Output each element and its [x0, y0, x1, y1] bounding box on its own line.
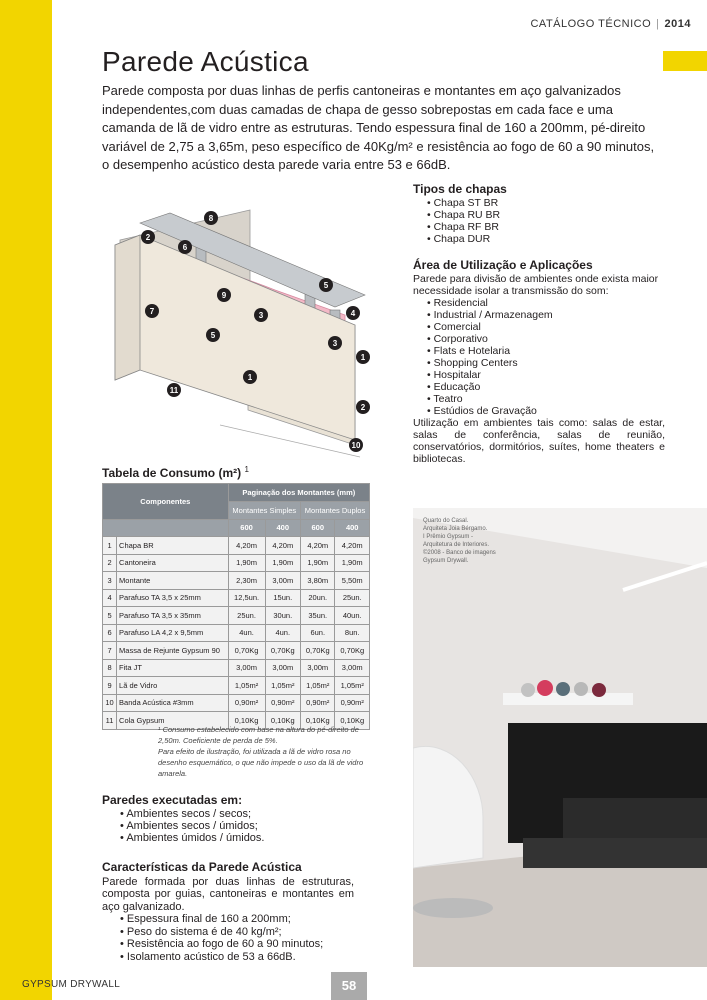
callout-9 [217, 288, 231, 302]
table-footnote: ¹ Consumo estabelecido com base na altura do pé-direito de 2,50m. Coeficiente de perda de 5%. Para efeito de ilustração, foi utilizada a lã de vidro rosa no desenho esquemático, o que não impede o uso da lã de vidro amarela. [158, 725, 364, 778]
tipos-heading: Tipos de chapas [413, 182, 507, 196]
bedroom-photo [413, 508, 707, 967]
callout-1b [243, 370, 257, 384]
caract-heading: Características da Parede Acústica [102, 860, 302, 874]
list-item: • Chapa RU BR [427, 209, 665, 221]
table-cell: Lã de Vidro [117, 677, 229, 695]
area-list [427, 297, 665, 417]
page-number: 58 [331, 972, 367, 1000]
table-row [103, 607, 370, 625]
table-cell: 8 [103, 659, 117, 677]
list-item: • Espessura final de 160 a 200mm; [120, 913, 354, 926]
svg-text:11: 11 [169, 386, 179, 395]
photo-credit: Quarto do Casal. Arquiteta Joia Bérgamo. I Prêmio Gypsum - Arquitetura de Interiores. ©2008 - Banco de imagens Gypsum Drywall. [423, 518, 496, 564]
caract-list [120, 913, 354, 963]
callout-3 [254, 308, 268, 322]
header-separator: | [656, 18, 660, 30]
list-item: • Hospitalar [427, 369, 665, 381]
callout-6 [178, 240, 192, 254]
table-cell: 15un. [265, 589, 300, 607]
svg-text:2: 2 [360, 403, 366, 412]
table-row [103, 642, 370, 660]
table-cell: 12,5un. [228, 589, 265, 607]
tabela-title: Tabela de Consumo (m²) $^1$ [102, 465, 249, 480]
page-header [530, 18, 691, 30]
list-item: • Shopping Centers [427, 357, 665, 369]
callout-4 [346, 306, 360, 320]
svg-text:7: 7 [149, 307, 155, 316]
list-item: • Resistência ao fogo de 60 a 90 minutos; [120, 938, 354, 951]
table-row [103, 554, 370, 572]
header-group: Paginação dos Montantes (mm) [228, 484, 369, 502]
table-cell: Banda Acústica #3mm [117, 694, 229, 712]
list-item: • Chapa ST BR [427, 197, 665, 209]
list-item: • Chapa DUR [427, 233, 665, 245]
table-cell: 3,00m [265, 572, 300, 590]
callout-2 [141, 230, 155, 244]
callout-7 [145, 304, 159, 318]
table-cell: Chapa BR [117, 537, 229, 555]
list-item: • Educação [427, 381, 665, 393]
table-cell: Parafuso TA 3,5 x 35mm [117, 607, 229, 625]
list-item: • Ambientes secos / secos; [120, 808, 264, 820]
svg-text:5: 5 [323, 281, 329, 290]
table-cell: 1,90m [265, 554, 300, 572]
table-cell: 30un. [265, 607, 300, 625]
table-cell: 1,05m² [301, 677, 335, 695]
table-cell: Fita JT [117, 659, 229, 677]
table-cell: 0,10Kg [335, 712, 370, 730]
tipos-list [427, 197, 665, 245]
svg-text:4: 4 [350, 309, 356, 318]
table-cell: 2,30m [228, 572, 265, 590]
header-catalog: CATÁLOGO TÉCNICO [530, 18, 652, 30]
list-item: • Residencial [427, 297, 665, 309]
svg-text:1: 1 [360, 353, 366, 362]
paredes-heading: Paredes executadas em: [102, 793, 243, 807]
table-cell: 1,05m² [335, 677, 370, 695]
table-cell: 0,10Kg [301, 712, 335, 730]
table-row [103, 572, 370, 590]
svg-text:2: 2 [145, 233, 151, 242]
table-cell: 3 [103, 572, 117, 590]
table-cell: 0,10Kg [265, 712, 300, 730]
table-cell: 1,05m² [265, 677, 300, 695]
table-cell: 11 [103, 712, 117, 730]
svg-text:5: 5 [210, 331, 216, 340]
table-cell: 0,90m² [335, 694, 370, 712]
list-item: • Chapa RF BR [427, 221, 665, 233]
svg-text:3: 3 [332, 339, 338, 348]
page-title: Parede Acústica [102, 46, 309, 77]
table-row [103, 659, 370, 677]
paredes-section [102, 794, 264, 844]
table-row [103, 677, 370, 695]
table-row [103, 624, 370, 642]
table-cell: 5,50m [335, 572, 370, 590]
svg-text:10: 10 [351, 441, 361, 450]
table-cell: 35un. [301, 607, 335, 625]
list-item: • Ambientes úmidos / úmidos. [120, 832, 264, 844]
table-cell: 25un. [228, 607, 265, 625]
spacing: 600 [228, 519, 265, 537]
table-cell: Parafuso LA 4,2 x 9,5mm [117, 624, 229, 642]
header-duplos: Montantes Duplos [301, 502, 370, 520]
footer-brand: GYPSUM DRYWALL [22, 979, 121, 990]
yellow-tab-marker [663, 51, 707, 71]
list-item: • Peso do sistema é de 40 kg/m²; [120, 926, 354, 939]
table-cell: 0,70Kg [228, 642, 265, 660]
table-cell: 9 [103, 677, 117, 695]
table-cell: 3,80m [301, 572, 335, 590]
table-cell: 4,20m [335, 537, 370, 555]
callout-11 [167, 383, 181, 397]
callout-8 [204, 211, 218, 225]
table-cell: 40un. [335, 607, 370, 625]
paredes-list [120, 808, 264, 844]
table-cell: 8un. [335, 624, 370, 642]
table-cell: 2 [103, 554, 117, 572]
table-cell: 5 [103, 607, 117, 625]
callout-2b [356, 400, 370, 414]
header-year: 2014 [664, 18, 691, 30]
table-cell: 1,05m² [228, 677, 265, 695]
list-item: • Teatro [427, 393, 665, 405]
callout-10 [349, 438, 363, 452]
consumption-table [102, 483, 370, 730]
table-cell: 0,90m² [301, 694, 335, 712]
table-cell: 3,00m [228, 659, 265, 677]
list-item: • Isolamento acústico de 53 a 66dB. [120, 951, 354, 964]
list-item: • Ambientes secos / úmidos; [120, 820, 264, 832]
header-simples: Montantes Simples [228, 502, 300, 520]
caract-text: Parede formada por duas linhas de estruturas, composta por guias, cantoneiras e montantes em aço galvanizado. [102, 875, 354, 913]
table-cell: 0,70Kg [301, 642, 335, 660]
callout-5b [319, 278, 333, 292]
table-cell: 1,90m [335, 554, 370, 572]
table-cell: 6 [103, 624, 117, 642]
table-cell: Massa de Rejunte Gypsum 90 [117, 642, 229, 660]
col-componentes: Componentes [103, 484, 229, 520]
svg-text:8: 8 [208, 214, 214, 223]
spacing: 600 [301, 519, 335, 537]
right-column [413, 183, 665, 465]
table-cell: 1 [103, 537, 117, 555]
table-cell: 1,90m [301, 554, 335, 572]
table-cell: 4un. [228, 624, 265, 642]
svg-text:9: 9 [221, 291, 227, 300]
table-cell: Cola Gypsum [117, 712, 229, 730]
table-cell: 3,00m [301, 659, 335, 677]
table-cell: 3,00m [265, 659, 300, 677]
yellow-side-bar [0, 0, 52, 1000]
table-cell: 4,20m [301, 537, 335, 555]
area-usage: Utilização em ambientes tais como: salas de estar, salas de conferência, salas de reunião, conservatórios, dormitórios, suítes, home theaters e bibliotecas. [413, 417, 665, 465]
table-cell: 1,90m [228, 554, 265, 572]
table-row [103, 694, 370, 712]
callout-5 [206, 328, 220, 342]
svg-text:6: 6 [182, 243, 188, 252]
caract-section [102, 861, 354, 963]
table-row [103, 589, 370, 607]
table-cell: 3,00m [335, 659, 370, 677]
spacing: 400 [265, 519, 300, 537]
table-row [103, 537, 370, 555]
svg-text:3: 3 [258, 311, 264, 320]
list-item: • Industrial / Armazenagem [427, 309, 665, 321]
table-cell: 4,20m [228, 537, 265, 555]
intro-paragraph: Parede composta por duas linhas de perfis cantoneiras e montantes em aço galvanizados independentes,com duas camadas de chapa de gesso sobrepostas em cada face e uma camanda de lã de vidro entre as estruturas. Tendo espessura final de 160 a 200mm, pé-direito variável de 2,75 a 3,65m, peso específico de 40Kg/m² e resistência ao fogo de 60 a 90 minutos, o desempenho acústico desta parede varia entre 53 e 66dB. [102, 83, 655, 172]
list-item: • Flats e Hotelaria [427, 345, 665, 357]
table-cell: Parafuso TA 3,5 x 25mm [117, 589, 229, 607]
table-cell: 0,10Kg [228, 712, 265, 730]
svg-text:1: 1 [247, 373, 253, 382]
table-cell: 0,70Kg [265, 642, 300, 660]
list-item: • Comercial [427, 321, 665, 333]
callout-3b [328, 336, 342, 350]
table-cell: 10 [103, 694, 117, 712]
table-cell: 4un. [265, 624, 300, 642]
table-cell: 20un. [301, 589, 335, 607]
area-intro: Parede para divisão de ambientes onde exista maior necessidade isolar a transmissão do som: [413, 273, 659, 297]
callout-1 [356, 350, 370, 364]
list-item: • Estúdios de Gravação [427, 405, 665, 417]
table-cell: 0,70Kg [335, 642, 370, 660]
table-cell: 0,90m² [265, 694, 300, 712]
list-item: • Corporativo [427, 333, 665, 345]
table-cell: 7 [103, 642, 117, 660]
wall-diagram [100, 195, 400, 460]
table-cell: 4 [103, 589, 117, 607]
table-cell: 6un. [301, 624, 335, 642]
table-cell: Montante [117, 572, 229, 590]
table-cell: Cantoneira [117, 554, 229, 572]
table-cell: 25un. [335, 589, 370, 607]
area-heading: Área de Utilização e Aplicações [413, 258, 593, 272]
table-cell: 0,90m² [228, 694, 265, 712]
spacing: 400 [335, 519, 370, 537]
table-cell: 4,20m [265, 537, 300, 555]
